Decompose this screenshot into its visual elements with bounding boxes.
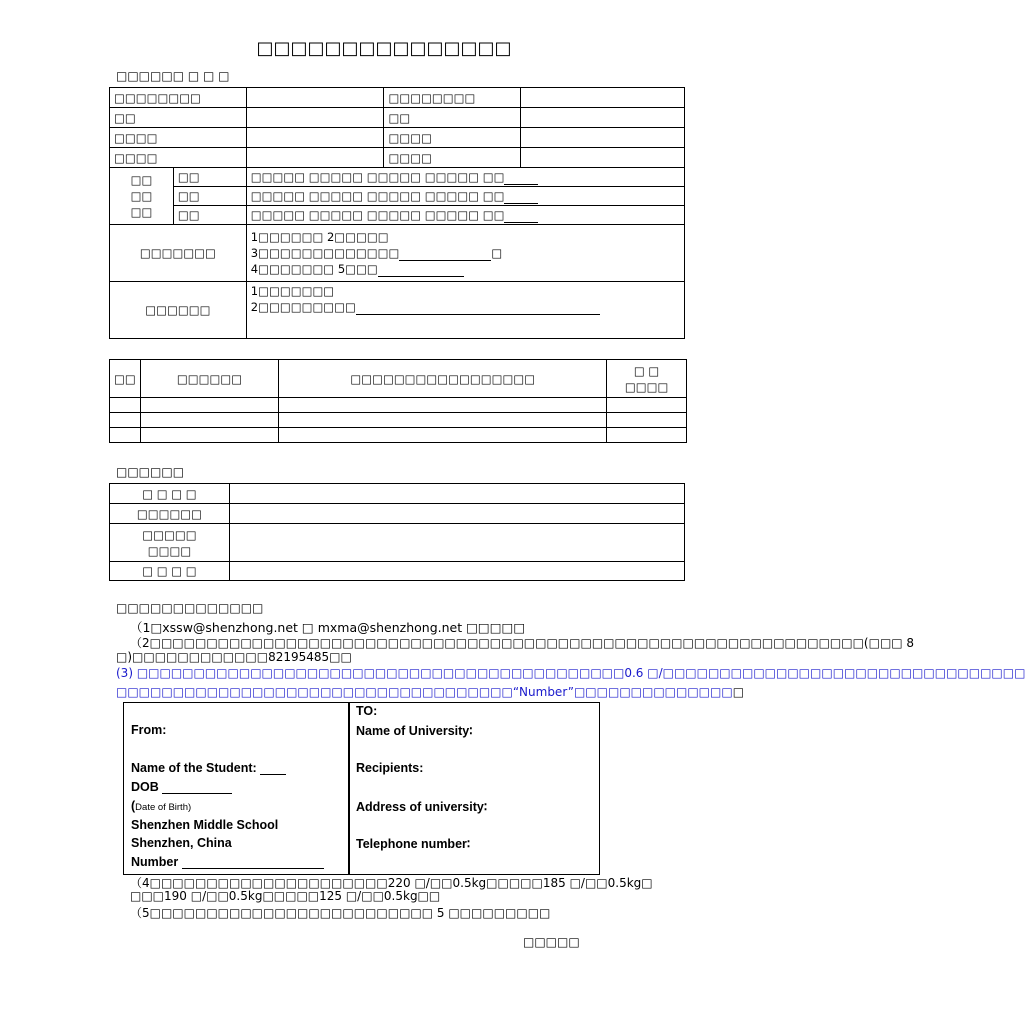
school-name: Shenzhen Middle School (131, 818, 279, 832)
checkbox-options[interactable]: □□□□□ □□□□□ □□□□□ □□□□□ □□ (250, 189, 505, 203)
to-label: TO: (356, 704, 378, 718)
field-label: □□□□□ □□□□ (110, 524, 230, 562)
table-row (110, 225, 685, 282)
city-name: Shenzhen, China (131, 836, 232, 850)
checkbox-options[interactable]: □□□□□ □□□□□ □□□□□ □□□□□ □□ (250, 170, 505, 184)
address-field[interactable]: Address of university∶ (356, 800, 488, 814)
recipients-field[interactable]: Recipients: (356, 761, 424, 775)
dob-field[interactable]: DOB (131, 780, 232, 794)
signature-office: □□□□□ (523, 935, 580, 949)
option-line[interactable]: 3□□□□□□□□□□□□□ □ (250, 246, 503, 260)
table-row (110, 282, 685, 339)
number-field[interactable]: Number (131, 855, 324, 869)
table-header-row (110, 360, 687, 398)
column-header: □□□□□□□□□□□□□□□□□ (279, 360, 607, 398)
student-name-field[interactable]: Name of the Student: (131, 761, 286, 775)
input-cell[interactable] (229, 484, 684, 504)
field-label: □□□□ (384, 128, 521, 148)
table-row (110, 484, 685, 504)
email-links[interactable]: xssw@shenzhong.net □ mxma@shenzhong.net (162, 620, 463, 635)
table-row (110, 504, 685, 524)
table-row (110, 428, 687, 443)
option-cell[interactable] (246, 187, 684, 206)
table-row (110, 413, 687, 428)
option-line[interactable]: 4□□□□□□□ 5□□□ (251, 261, 680, 277)
application-info-table (109, 87, 685, 339)
section-label: □□□□□□ (116, 465, 185, 479)
field-label: □ □ □ □ (110, 484, 230, 504)
group-label-line: □□ (130, 173, 153, 187)
input-cell[interactable] (246, 148, 384, 168)
input-cell[interactable] (521, 108, 685, 128)
table-row (110, 562, 685, 581)
field-label: □□ (110, 108, 247, 128)
option-cell[interactable] (246, 282, 684, 339)
table-row (110, 206, 685, 225)
input-cell[interactable] (521, 148, 685, 168)
column-header: □□□□□□ (140, 360, 279, 398)
option-cell[interactable] (246, 168, 684, 187)
telephone-field[interactable]: Telephone number∶ (356, 837, 471, 851)
from-label: From: (131, 723, 167, 737)
table-row (110, 524, 685, 562)
sub-label: □□ (173, 206, 246, 225)
field-label: □□□□□□□□ (110, 88, 247, 108)
notes-heading: □□□□□□□□□□□□□ (116, 601, 264, 615)
table-row (110, 128, 685, 148)
date-line: □□□□□□ □ □ □ (116, 69, 230, 83)
note-2-line-2: □)□□□□□□□□□□□□82195485□□ (116, 650, 352, 664)
input-cell[interactable] (229, 504, 684, 524)
input-cell[interactable] (521, 128, 685, 148)
note-1: （1□xssw@shenzhong.net □ mxma@shenzhong.net □□□□□ (130, 620, 526, 635)
page-title: □□□□□□□□□□□□□□□ (256, 38, 512, 59)
block-label: □□□□□□□ (110, 225, 247, 282)
note-5: （5□□□□□□□□□□□□□□□□□□□□□□□□□ 5 □□□□□□□□□ (130, 906, 551, 920)
input-cell[interactable] (246, 128, 384, 148)
table-row (110, 88, 685, 108)
option-line[interactable]: 2□□□□□□□□□ (251, 299, 680, 315)
option-cell[interactable] (246, 225, 684, 282)
note-4-line-2: □□□190 □/□□0.5kg□□□□□125 □/□□0.5kg□□ (130, 889, 441, 903)
group-label-line: □□ (130, 189, 153, 203)
sub-label: □□ (173, 168, 246, 187)
sub-label: □□ (173, 187, 246, 206)
contact-table (109, 483, 685, 581)
input-cell[interactable] (521, 88, 685, 108)
university-field[interactable]: Name of University∶ (356, 724, 473, 738)
field-label: □□□□□□□□ (384, 88, 521, 108)
table-row (110, 108, 685, 128)
group-label (110, 168, 174, 225)
field-label: □□□□□□ (110, 504, 230, 524)
input-cell[interactable] (246, 88, 384, 108)
note-4-line-1: （4□□□□□□□□□□□□□□□□□□□□□220 □/□□0.5kg□□□□□185 □/□□0.5kg□ (130, 876, 653, 890)
option-line[interactable]: 1□□□□□□ 2□□□□□ (250, 230, 389, 244)
input-cell[interactable] (246, 108, 384, 128)
field-label: □□□□ (384, 148, 521, 168)
field-label: □□□□ (110, 148, 247, 168)
table-row (110, 398, 687, 413)
table-row (110, 168, 685, 187)
input-cell[interactable] (229, 562, 684, 581)
table-row (110, 187, 685, 206)
column-header: □□ (110, 360, 141, 398)
field-label: □□ (384, 108, 521, 128)
records-table (109, 359, 687, 443)
field-label: □□□□ (110, 128, 247, 148)
block-label: □□□□□□ (110, 282, 247, 339)
group-label-line: □□ (130, 205, 153, 219)
option-cell[interactable] (246, 206, 684, 225)
field-label: □ □ □ □ (110, 562, 230, 581)
checkbox-options[interactable]: □□□□□ □□□□□ □□□□□ □□□□□ □□ (250, 208, 505, 222)
table-row (110, 148, 685, 168)
input-cell[interactable] (229, 524, 684, 562)
option-line[interactable]: 1□□□□□□□ (250, 284, 335, 298)
note-2-line-1: （2□□□□□□□□□□□□□□□□□□□□□□□□□□□□□□□□□□□□□□□□□□□□□□□□□□□□□□□□□□□□□□□(□□□ 8 (130, 636, 915, 650)
note-3-line-2: □□□□□□□□□□□□□□□□□□□□□□□□□□□□□□□□□□□“Number”□□□□□□□□□□□□□□□ (116, 685, 745, 699)
dob-note: (Date of Birth) (131, 799, 192, 813)
column-header: □ □ □□□□ (607, 360, 687, 398)
note-3-line-1: (3) □□□□□□□□□□□□□□□□□□□□□□□□□□□□□□□□□□□□□□□□□□□0.6 □/□□□□□□□□□□□□□□□□□□□□□□□□□□□□□□□□ (116, 666, 1025, 680)
